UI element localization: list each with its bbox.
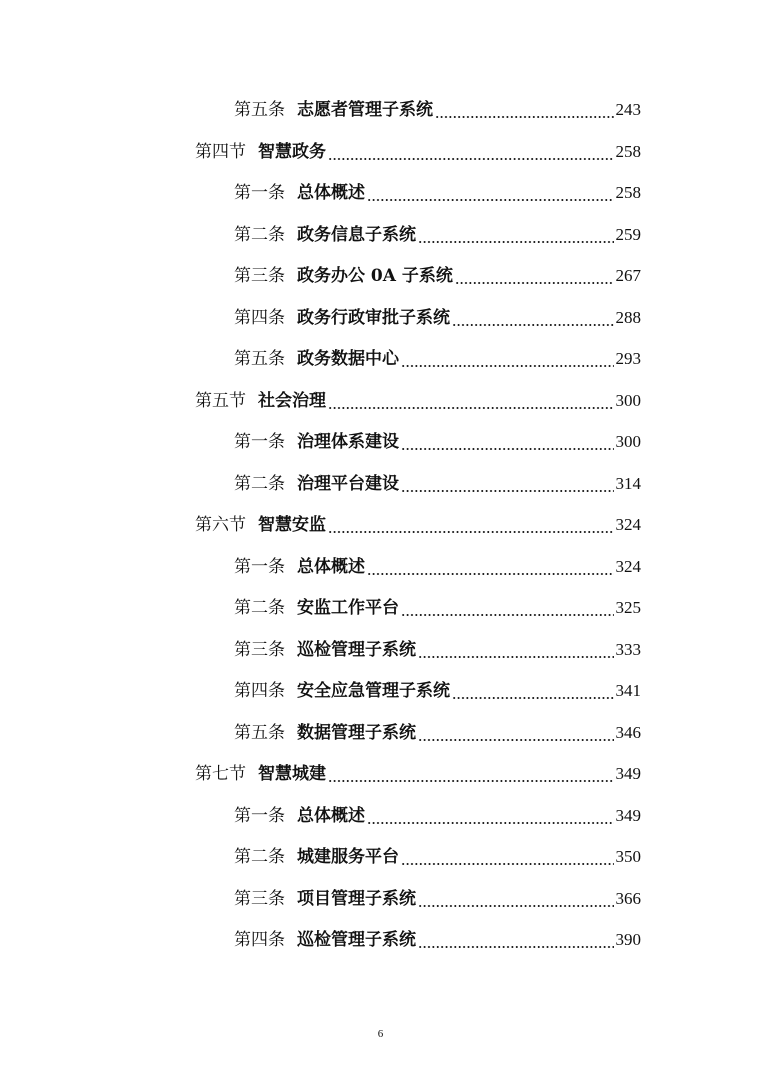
toc-entry-title: 治理平台建设 xyxy=(297,473,399,494)
toc-article-row[interactable] xyxy=(234,173,641,213)
toc-dot-leader xyxy=(418,241,614,243)
toc-entry-number: 第五节 xyxy=(195,390,246,411)
toc-article-row[interactable] xyxy=(234,339,641,379)
page-number: 6 xyxy=(377,1028,384,1040)
toc-entry-page: 350 xyxy=(615,847,641,866)
toc-entry-page: 288 xyxy=(615,307,641,327)
toc-article-row[interactable] xyxy=(234,298,641,338)
toc-dot-leader xyxy=(418,946,614,948)
toc-entry-title: 智慧政务 xyxy=(258,141,326,162)
toc-dot-leader xyxy=(435,116,614,118)
toc-dot-leader xyxy=(401,365,614,367)
toc-dot-leader xyxy=(452,324,614,326)
toc-entry-page: 258 xyxy=(615,141,641,161)
toc-entry-page: 300 xyxy=(615,390,641,410)
toc-entry-title: 城建服务平台 xyxy=(297,847,399,867)
toc-dot-leader xyxy=(367,573,614,575)
toc-dot-leader xyxy=(328,780,614,782)
toc-article-row[interactable] xyxy=(234,90,641,130)
toc-entry-page: 314 xyxy=(615,473,641,493)
toc-article-row[interactable] xyxy=(234,713,641,753)
toc-entry-title: 治理体系建设 xyxy=(297,432,399,452)
toc-entry-title: 安全应急管理子系统 xyxy=(297,681,450,701)
toc-article-row[interactable] xyxy=(234,256,641,296)
toc-entry-page: 267 xyxy=(615,266,641,285)
toc-entry-number: 第三条 xyxy=(234,266,285,286)
toc-entry-page: 346 xyxy=(615,722,641,742)
toc-dot-leader xyxy=(418,739,614,741)
toc-dot-leader xyxy=(452,697,614,699)
toc-entry-page: 259 xyxy=(615,224,641,244)
toc-entry-title: 巡检管理子系统 xyxy=(297,930,416,950)
toc-dot-leader xyxy=(455,282,614,284)
toc-entry-title: 数据管理子系统 xyxy=(297,722,416,743)
toc-entry-number: 第四条 xyxy=(234,930,285,950)
toc-entry-number: 第四条 xyxy=(234,307,285,328)
toc-article-row[interactable] xyxy=(234,671,641,711)
toc-dot-leader xyxy=(401,490,614,492)
toc-entry-title: 安监工作平台 xyxy=(297,598,399,618)
toc-entry-number: 第七节 xyxy=(195,764,246,784)
toc-entry-number: 第一条 xyxy=(234,556,285,577)
toc-entry-page: 324 xyxy=(615,515,641,534)
toc-entry-number: 第五条 xyxy=(234,100,285,120)
toc-article-row[interactable] xyxy=(234,547,641,587)
toc-entry-title: 政务数据中心 xyxy=(297,349,399,369)
toc-entry-number: 第一条 xyxy=(234,805,285,826)
toc-dot-leader xyxy=(328,407,614,409)
toc-article-row[interactable] xyxy=(234,879,641,919)
toc-article-row[interactable] xyxy=(234,630,641,670)
toc-entry-number: 第四节 xyxy=(195,141,246,162)
toc-entry-title: 志愿者管理子系统 xyxy=(297,100,433,120)
toc-dot-leader xyxy=(401,614,614,616)
toc-entry-page: 325 xyxy=(615,598,641,617)
toc-entry-page: 258 xyxy=(615,183,641,202)
toc-entry-page: 366 xyxy=(615,888,641,908)
toc-entry-title: 政务信息子系统 xyxy=(297,224,416,245)
toc-entry-page: 390 xyxy=(615,930,641,949)
toc-entry-page: 243 xyxy=(615,100,641,119)
toc-dot-leader xyxy=(401,863,614,865)
toc-entry-title: 社会治理 xyxy=(258,390,326,411)
toc-section-row[interactable] xyxy=(195,381,641,421)
toc-entry-page: 341 xyxy=(615,681,641,700)
toc-entry-page: 349 xyxy=(615,764,641,783)
toc-article-row[interactable] xyxy=(234,920,641,960)
toc-entry-title: 智慧城建 xyxy=(258,764,326,784)
toc-entry-number: 第五条 xyxy=(234,722,285,743)
toc-entry-number: 第三条 xyxy=(234,639,285,660)
toc-entry-number: 第五条 xyxy=(234,349,285,369)
toc-entry-title: 智慧安监 xyxy=(258,515,326,535)
toc-entry-title: 总体概述 xyxy=(297,556,365,577)
toc-entry-number: 第二条 xyxy=(234,847,285,867)
toc-dot-leader xyxy=(328,158,614,160)
toc-entry-number: 第三条 xyxy=(234,888,285,909)
toc-entry-title: 项目管理子系统 xyxy=(297,888,416,909)
toc-dot-leader xyxy=(367,822,614,824)
toc-dot-leader xyxy=(367,199,614,201)
toc-entry-title: 总体概述 xyxy=(297,805,365,826)
toc-dot-leader xyxy=(418,905,614,907)
toc-dot-leader xyxy=(418,656,614,658)
toc-entry-number: 第二条 xyxy=(234,473,285,494)
toc-entry-title: 巡检管理子系统 xyxy=(297,639,416,660)
toc-entry-number: 第二条 xyxy=(234,598,285,618)
toc-entry-number: 第一条 xyxy=(234,183,285,203)
toc-section-row[interactable] xyxy=(195,132,641,172)
toc-dot-leader xyxy=(401,448,614,450)
toc-article-row[interactable] xyxy=(234,215,641,255)
toc-article-row[interactable] xyxy=(234,837,641,877)
toc-article-row[interactable] xyxy=(234,796,641,836)
toc-entry-page: 300 xyxy=(615,432,641,451)
toc-entry-page: 349 xyxy=(615,805,641,825)
toc-entry-number: 第二条 xyxy=(234,224,285,245)
toc-entry-title: 总体概述 xyxy=(297,183,365,203)
toc-entry-number: 第六节 xyxy=(195,515,246,535)
toc-section-row[interactable] xyxy=(195,505,641,545)
toc-entry-title: 政务办公 0A 子系统 xyxy=(297,266,453,286)
toc-entry-number: 第一条 xyxy=(234,432,285,452)
toc-entry-page: 324 xyxy=(615,556,641,576)
toc-dot-leader xyxy=(328,531,614,533)
toc-article-row[interactable] xyxy=(234,422,641,462)
toc-entry-number: 第四条 xyxy=(234,681,285,701)
toc-entry-page: 293 xyxy=(615,349,641,368)
toc-article-row[interactable] xyxy=(234,588,641,628)
toc-entry-page: 333 xyxy=(615,639,641,659)
toc-section-row[interactable] xyxy=(195,754,641,794)
toc-entry-title: 政务行政审批子系统 xyxy=(297,307,450,328)
toc-article-row[interactable] xyxy=(234,464,641,504)
